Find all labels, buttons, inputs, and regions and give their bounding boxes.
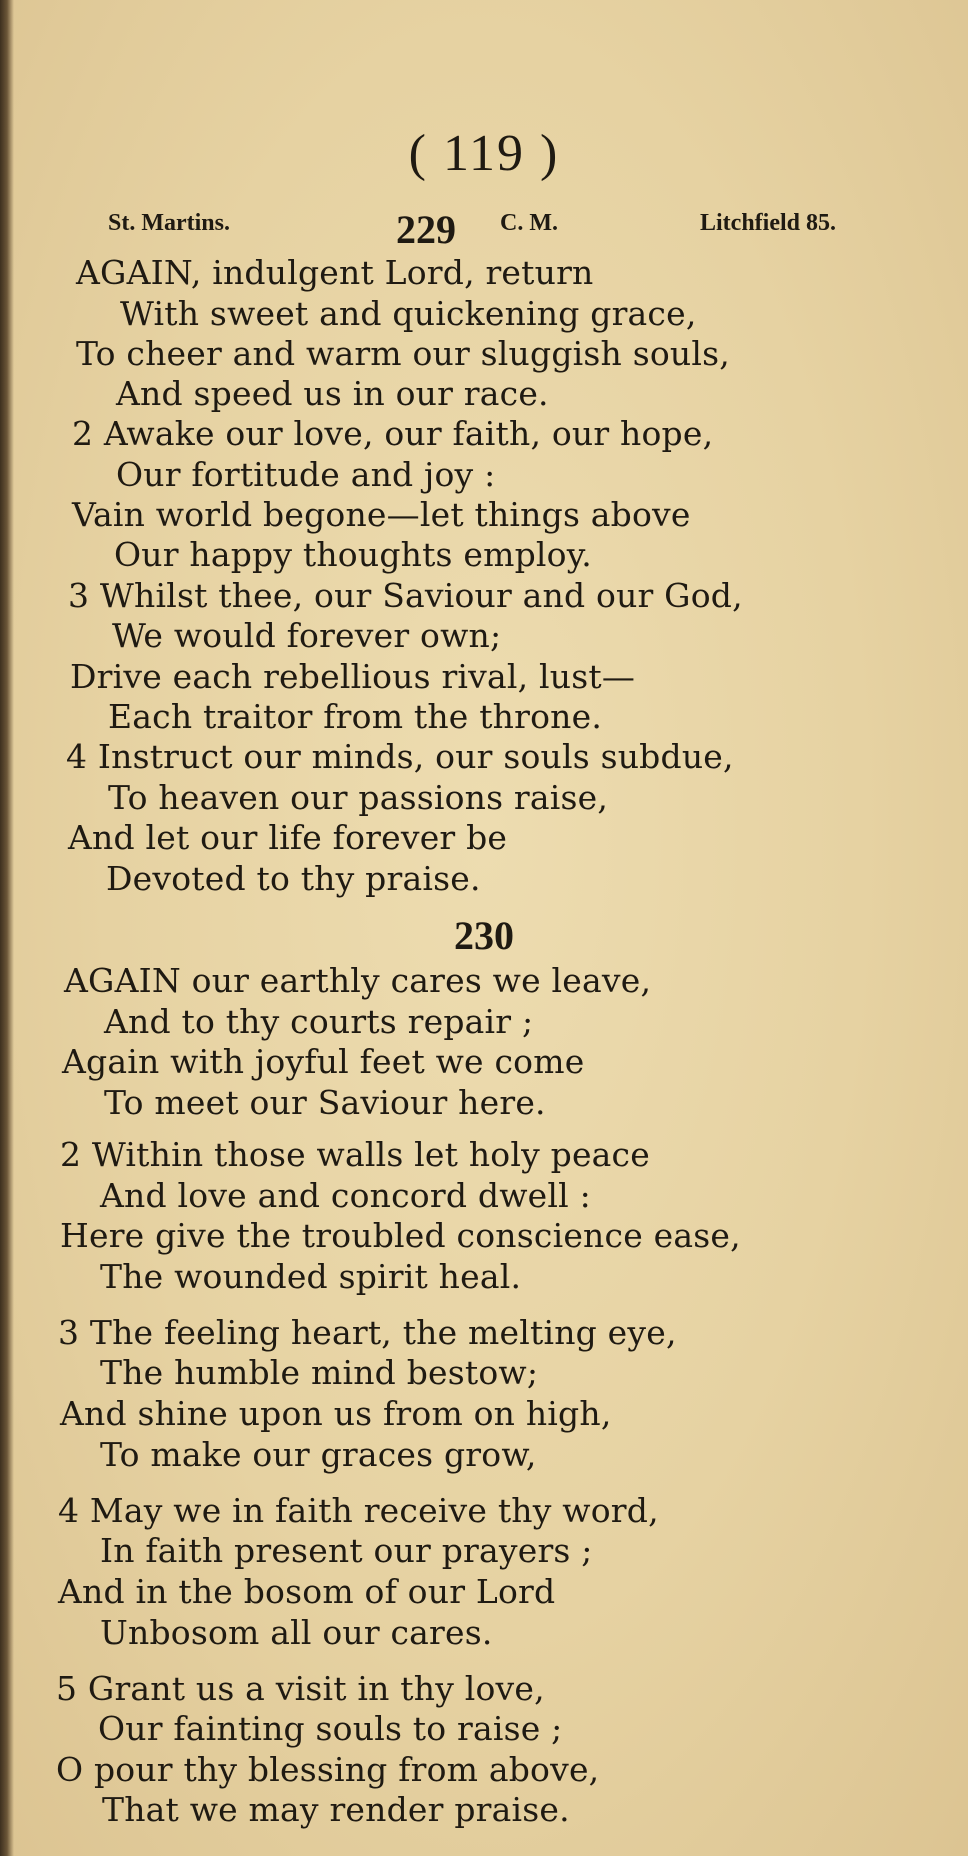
hymn-230-line: That we may render praise. bbox=[102, 1790, 570, 1829]
page-number: ( 119 ) bbox=[408, 125, 560, 182]
hymn-230-line: O pour thy blessing from above, bbox=[56, 1750, 600, 1789]
hymn-230-line: Our fainting souls to raise ; bbox=[98, 1709, 563, 1748]
hymn-230-line: In faith present our prayers ; bbox=[100, 1531, 593, 1570]
hymn-229-line: Our fortitude and joy : bbox=[116, 455, 496, 494]
hymn-229-number: 229 bbox=[396, 207, 456, 252]
hymn-229-line: With sweet and quickening grace, bbox=[120, 294, 697, 333]
hymn-230-line: And to thy courts repair ; bbox=[104, 1002, 534, 1041]
hymn-229-line: Each traitor from the throne. bbox=[108, 697, 603, 736]
hymn-229-line: And speed us in our race. bbox=[116, 374, 549, 413]
hymn-229-line: To cheer and warm our sluggish souls, bbox=[76, 334, 730, 373]
hymn-229-line: To heaven our passions raise, bbox=[108, 778, 609, 817]
hymn-230-number: 230 bbox=[454, 913, 514, 958]
hymn-229-line: 2 Awake our love, our faith, our hope, bbox=[72, 414, 714, 453]
hymn-230-line: 2 Within those walls let holy peace bbox=[60, 1135, 650, 1174]
hymn-230-line: Unbosom all our cares. bbox=[100, 1613, 493, 1652]
hymn-230-line: 5 Grant us a visit in thy love, bbox=[56, 1669, 545, 1708]
hymn-229-line: AGAIN, indulgent Lord, return bbox=[76, 253, 594, 292]
hymn-229-tune-right: Litchfield 85. bbox=[700, 210, 836, 236]
hymn-229-line: We would forever own; bbox=[112, 616, 502, 655]
hymn-230-line: 3 The feeling heart, the melting eye, bbox=[58, 1313, 677, 1352]
hymn-230-line: The humble mind bestow; bbox=[100, 1353, 539, 1392]
hymn-229-header bbox=[0, 206, 968, 252]
hymn-230-line: And love and concord dwell : bbox=[100, 1176, 591, 1215]
hymn-229-line: Devoted to thy praise. bbox=[106, 859, 481, 898]
hymn-230-line: And in the bosom of our Lord bbox=[58, 1572, 556, 1611]
hymn-230-line: AGAIN our earthly cares we leave, bbox=[64, 961, 652, 1000]
hymn-229-line: 4 Instruct our minds, our souls subdue, bbox=[66, 737, 734, 776]
hymn-230-line: 4 May we in faith receive thy word, bbox=[58, 1491, 659, 1530]
hymn-230-line: And shine upon us from on high, bbox=[60, 1394, 612, 1433]
hymn-229-line: 3 Whilst thee, our Saviour and our God, bbox=[68, 576, 743, 615]
hymn-230-line: To meet our Saviour here. bbox=[104, 1083, 546, 1122]
hymn-229-tune-left: St. Martins. bbox=[108, 210, 230, 236]
hymn-229-line: And let our life forever be bbox=[68, 818, 508, 857]
hymn-230-line: Here give the troubled conscience ease, bbox=[60, 1216, 741, 1255]
hymn-229-line: Drive each rebellious rival, lust— bbox=[70, 657, 636, 696]
hymn-229-line: Our happy thoughts employ. bbox=[114, 535, 592, 574]
hymn-230-line: Again with joyful feet we come bbox=[62, 1042, 585, 1081]
hymn-230-line: To make our graces grow, bbox=[100, 1435, 537, 1474]
hymn-229-meter: C. M. bbox=[500, 210, 558, 236]
hymn-229-line: Vain world begone—let things above bbox=[72, 495, 691, 534]
hymn-230-line: The wounded spirit heal. bbox=[100, 1257, 522, 1296]
